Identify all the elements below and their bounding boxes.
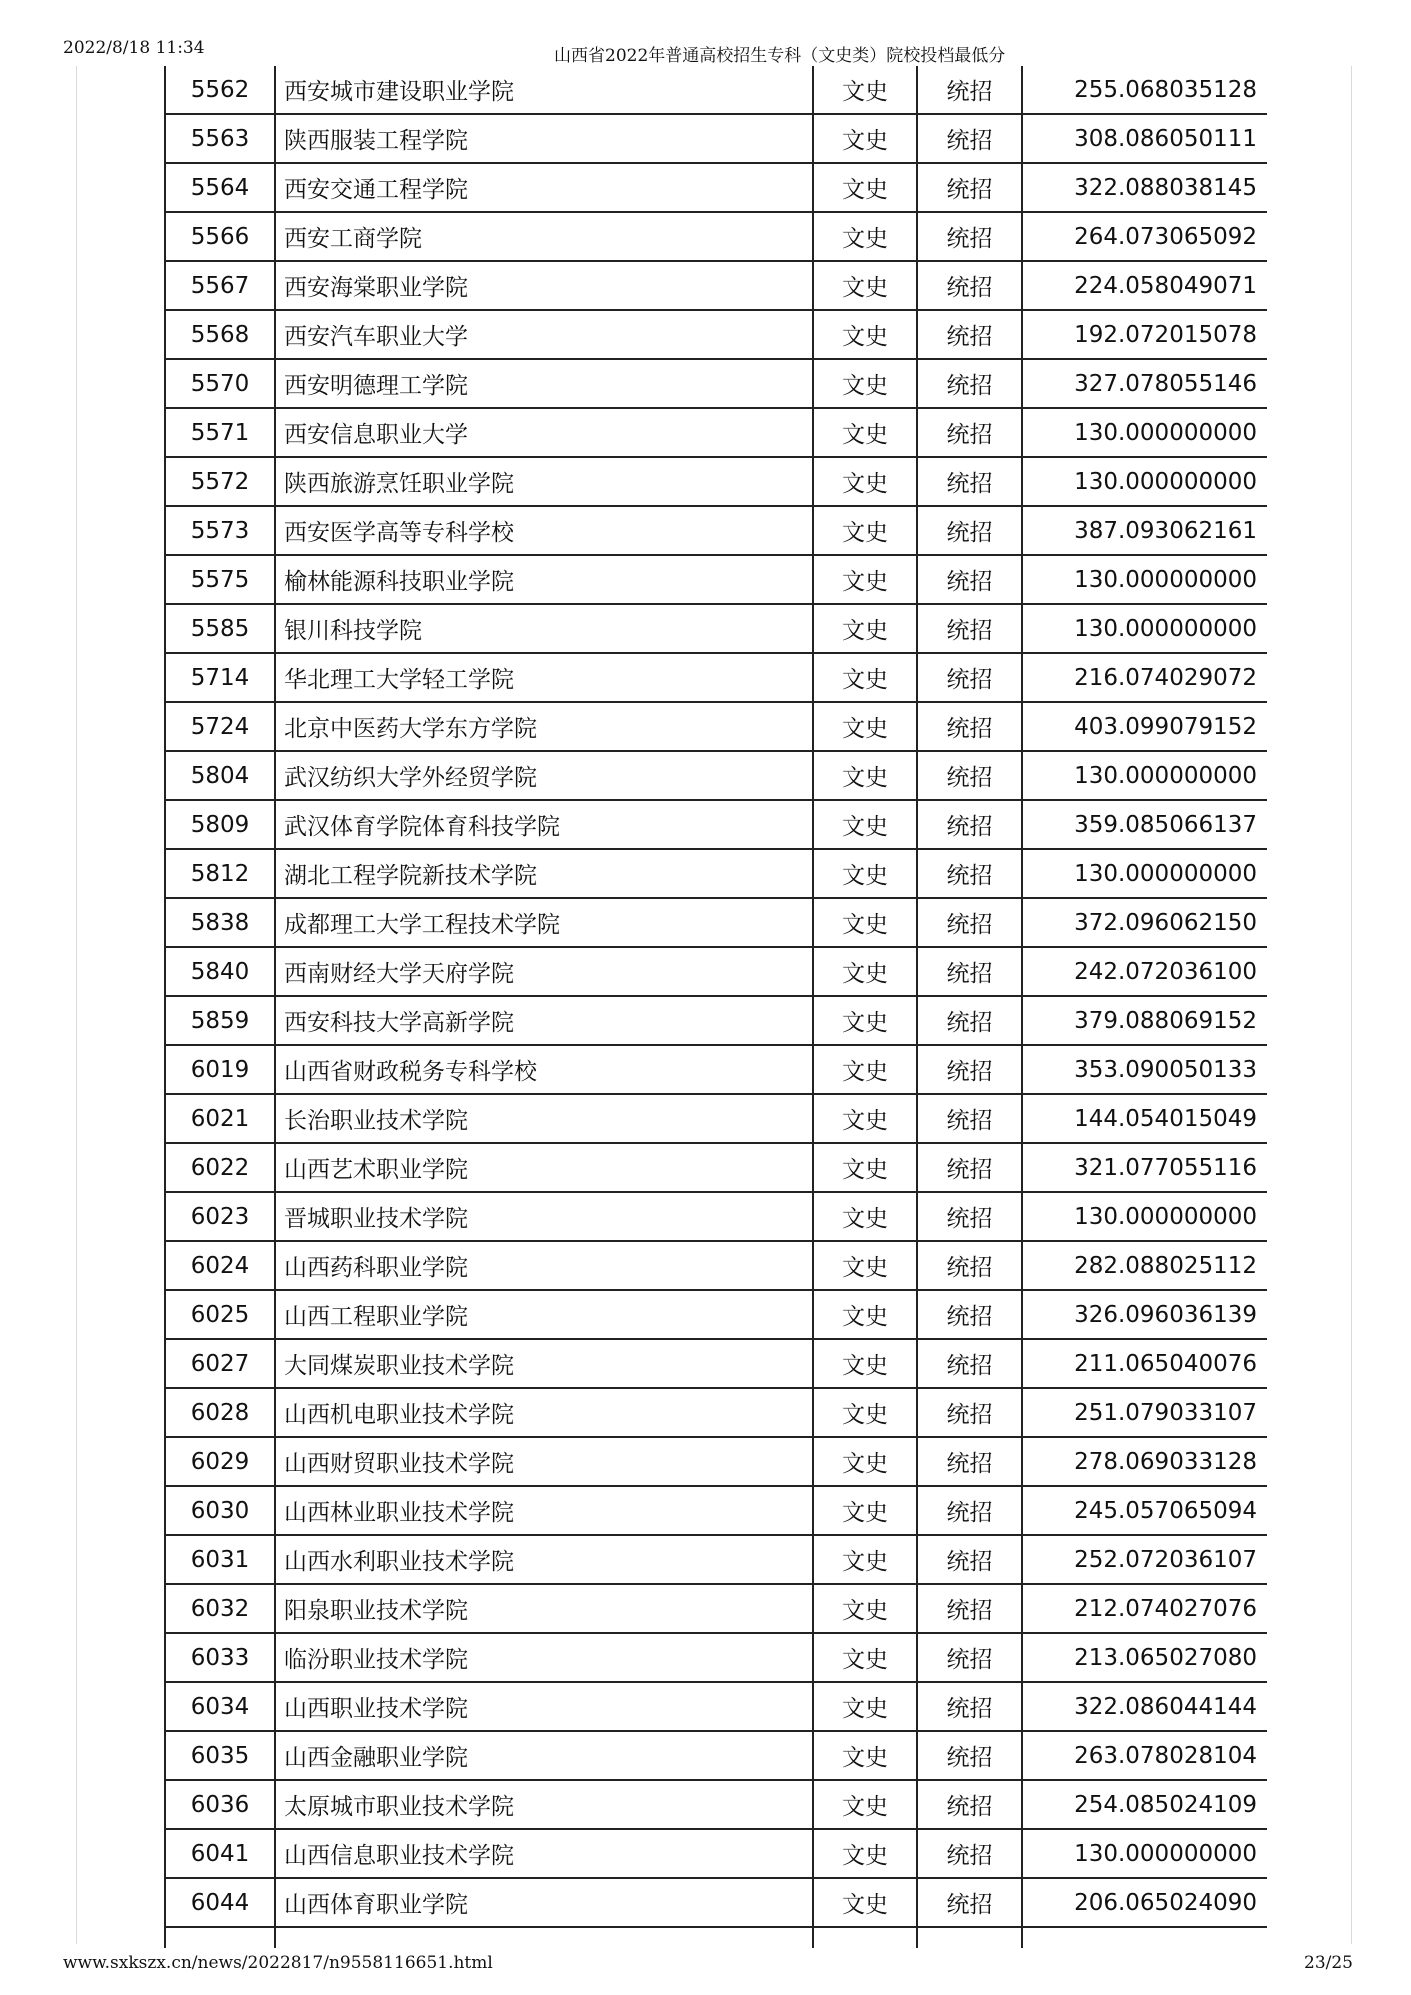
table-row (165, 1290, 1267, 1339)
min-score-cell: 255.068035128 (1022, 66, 1267, 114)
school-code-cell: 6032 (165, 1584, 275, 1633)
school-name-cell: 西安城市建设职业学院 (275, 66, 813, 114)
min-score-cell: 387.093062161 (1022, 506, 1267, 555)
school-code-cell: 6041 (165, 1829, 275, 1878)
school-code-cell: 6044 (165, 1878, 275, 1927)
admission-type-cell: 统招 (917, 1682, 1022, 1731)
min-score-cell: 211.065040076 (1022, 1339, 1267, 1388)
table-row (165, 506, 1267, 555)
category-cell: 文史 (813, 604, 917, 653)
min-score-cell: 322.088038145 (1022, 163, 1267, 212)
table-row (165, 1339, 1267, 1388)
table-row (165, 555, 1267, 604)
category-cell: 文史 (813, 1192, 917, 1241)
table-row (165, 66, 1267, 114)
admission-type-cell: 统招 (917, 457, 1022, 506)
table-row (165, 310, 1267, 359)
admission-type-cell: 统招 (917, 1094, 1022, 1143)
admission-type-cell: 统招 (917, 1486, 1022, 1535)
source-url: www.sxkszx.cn/news/2022817/n9558116651.html (63, 1953, 493, 1973)
min-score-cell: 144.054015049 (1022, 1094, 1267, 1143)
school-name-cell: 阳泉职业技术学院 (275, 1584, 813, 1633)
table-row (165, 1682, 1267, 1731)
score-table-body (165, 66, 1267, 1948)
school-code-cell: 5804 (165, 751, 275, 800)
school-code-cell: 5567 (165, 261, 275, 310)
category-cell: 文史 (813, 1094, 917, 1143)
empty-cell (813, 1927, 917, 1948)
school-name-cell: 陕西服装工程学院 (275, 114, 813, 163)
school-code-cell: 6021 (165, 1094, 275, 1143)
min-score-cell: 252.072036107 (1022, 1535, 1267, 1584)
school-name-cell: 太原城市职业技术学院 (275, 1780, 813, 1829)
school-code-cell: 6028 (165, 1388, 275, 1437)
table-row (165, 1829, 1267, 1878)
school-code-cell: 5572 (165, 457, 275, 506)
school-name-cell: 山西金融职业学院 (275, 1731, 813, 1780)
school-name-cell: 晋城职业技术学院 (275, 1192, 813, 1241)
min-score-cell: 282.088025112 (1022, 1241, 1267, 1290)
school-code-cell: 6030 (165, 1486, 275, 1535)
school-name-cell: 西安交通工程学院 (275, 163, 813, 212)
empty-cell (165, 1927, 275, 1948)
admission-type-cell: 统招 (917, 1584, 1022, 1633)
admission-type-cell: 统招 (917, 1388, 1022, 1437)
school-name-cell: 山西省财政税务专科学校 (275, 1045, 813, 1094)
school-code-cell: 6034 (165, 1682, 275, 1731)
category-cell: 文史 (813, 1682, 917, 1731)
admission-type-cell: 统招 (917, 751, 1022, 800)
admission-type-cell: 统招 (917, 1535, 1022, 1584)
admission-type-cell: 统招 (917, 1437, 1022, 1486)
category-cell: 文史 (813, 114, 917, 163)
admission-type-cell: 统招 (917, 1192, 1022, 1241)
school-code-cell: 5575 (165, 555, 275, 604)
category-cell: 文史 (813, 1241, 917, 1290)
min-score-cell: 308.086050111 (1022, 114, 1267, 163)
empty-cell (917, 1927, 1022, 1948)
school-name-cell: 西安科技大学高新学院 (275, 996, 813, 1045)
school-name-cell: 西安医学高等专科学校 (275, 506, 813, 555)
school-code-cell: 5714 (165, 653, 275, 702)
category-cell: 文史 (813, 66, 917, 114)
school-code-cell: 6036 (165, 1780, 275, 1829)
empty-cell (1022, 1927, 1267, 1948)
category-cell: 文史 (813, 1437, 917, 1486)
school-code-cell: 5809 (165, 800, 275, 849)
school-code-cell: 6027 (165, 1339, 275, 1388)
category-cell: 文史 (813, 408, 917, 457)
table-row (165, 1633, 1267, 1682)
table-row (165, 1780, 1267, 1829)
school-name-cell: 山西信息职业技术学院 (275, 1829, 813, 1878)
category-cell: 文史 (813, 702, 917, 751)
school-name-cell: 山西机电职业技术学院 (275, 1388, 813, 1437)
category-cell: 文史 (813, 1045, 917, 1094)
admission-type-cell: 统招 (917, 1290, 1022, 1339)
admission-type-cell: 统招 (917, 1780, 1022, 1829)
table-row-empty (165, 1927, 1267, 1948)
category-cell: 文史 (813, 359, 917, 408)
school-name-cell: 临汾职业技术学院 (275, 1633, 813, 1682)
min-score-cell: 206.065024090 (1022, 1878, 1267, 1927)
min-score-cell: 278.069033128 (1022, 1437, 1267, 1486)
admission-type-cell: 统招 (917, 604, 1022, 653)
table-row (165, 114, 1267, 163)
admission-type-cell: 统招 (917, 506, 1022, 555)
min-score-cell: 245.057065094 (1022, 1486, 1267, 1535)
min-score-cell: 130.000000000 (1022, 1829, 1267, 1878)
school-code-cell: 5840 (165, 947, 275, 996)
admission-type-cell: 统招 (917, 408, 1022, 457)
admission-type-cell: 统招 (917, 1045, 1022, 1094)
school-code-cell: 6035 (165, 1731, 275, 1780)
school-code-cell: 5570 (165, 359, 275, 408)
table-row (165, 1878, 1267, 1927)
min-score-cell: 130.000000000 (1022, 604, 1267, 653)
min-score-cell: 130.000000000 (1022, 751, 1267, 800)
min-score-cell: 327.078055146 (1022, 359, 1267, 408)
category-cell: 文史 (813, 1143, 917, 1192)
school-code-cell: 6025 (165, 1290, 275, 1339)
category-cell: 文史 (813, 1829, 917, 1878)
school-code-cell: 6033 (165, 1633, 275, 1682)
school-name-cell: 山西财贸职业技术学院 (275, 1437, 813, 1486)
admission-type-cell: 统招 (917, 555, 1022, 604)
admission-type-cell: 统招 (917, 1143, 1022, 1192)
school-name-cell: 西南财经大学天府学院 (275, 947, 813, 996)
min-score-cell: 212.074027076 (1022, 1584, 1267, 1633)
min-score-cell: 192.072015078 (1022, 310, 1267, 359)
table-row (165, 1241, 1267, 1290)
school-name-cell: 北京中医药大学东方学院 (275, 702, 813, 751)
school-code-cell: 5573 (165, 506, 275, 555)
school-name-cell: 武汉体育学院体育科技学院 (275, 800, 813, 849)
admission-type-cell: 统招 (917, 898, 1022, 947)
admission-type-cell: 统招 (917, 947, 1022, 996)
admission-type-cell: 统招 (917, 800, 1022, 849)
table-row (165, 653, 1267, 702)
category-cell: 文史 (813, 506, 917, 555)
school-code-cell: 6023 (165, 1192, 275, 1241)
min-score-cell: 242.072036100 (1022, 947, 1267, 996)
admission-type-cell: 统招 (917, 66, 1022, 114)
admission-type-cell: 统招 (917, 1241, 1022, 1290)
min-score-cell: 326.096036139 (1022, 1290, 1267, 1339)
min-score-cell: 213.065027080 (1022, 1633, 1267, 1682)
school-code-cell: 5566 (165, 212, 275, 261)
admission-type-cell: 统招 (917, 1829, 1022, 1878)
category-cell: 文史 (813, 1290, 917, 1339)
table-row (165, 604, 1267, 653)
school-name-cell: 山西药科职业学院 (275, 1241, 813, 1290)
admission-type-cell: 统招 (917, 261, 1022, 310)
category-cell: 文史 (813, 751, 917, 800)
table-row (165, 751, 1267, 800)
category-cell: 文史 (813, 555, 917, 604)
category-cell: 文史 (813, 457, 917, 506)
min-score-cell: 130.000000000 (1022, 555, 1267, 604)
category-cell: 文史 (813, 1780, 917, 1829)
school-code-cell: 5585 (165, 604, 275, 653)
min-score-cell: 216.074029072 (1022, 653, 1267, 702)
table-row (165, 996, 1267, 1045)
page-right-edge (1351, 66, 1352, 1944)
school-code-cell: 6031 (165, 1535, 275, 1584)
min-score-cell: 224.058049071 (1022, 261, 1267, 310)
table-row (165, 1143, 1267, 1192)
table-row (165, 702, 1267, 751)
table-row (165, 1045, 1267, 1094)
category-cell: 文史 (813, 1584, 917, 1633)
admission-type-cell: 统招 (917, 114, 1022, 163)
table-row (165, 212, 1267, 261)
min-score-cell: 254.085024109 (1022, 1780, 1267, 1829)
table-row (165, 163, 1267, 212)
admission-type-cell: 统招 (917, 163, 1022, 212)
school-name-cell: 山西体育职业学院 (275, 1878, 813, 1927)
min-score-cell: 353.090050133 (1022, 1045, 1267, 1094)
min-score-cell: 263.078028104 (1022, 1731, 1267, 1780)
admission-type-cell: 统招 (917, 359, 1022, 408)
category-cell: 文史 (813, 1731, 917, 1780)
category-cell: 文史 (813, 996, 917, 1045)
school-code-cell: 5571 (165, 408, 275, 457)
admission-type-cell: 统招 (917, 212, 1022, 261)
min-score-cell: 379.088069152 (1022, 996, 1267, 1045)
school-code-cell: 6029 (165, 1437, 275, 1486)
school-name-cell: 华北理工大学轻工学院 (275, 653, 813, 702)
school-code-cell: 5838 (165, 898, 275, 947)
table-row (165, 359, 1267, 408)
school-code-cell: 5564 (165, 163, 275, 212)
table-row (165, 1094, 1267, 1143)
min-score-cell: 403.099079152 (1022, 702, 1267, 751)
empty-cell (275, 1927, 813, 1948)
admission-type-cell: 统招 (917, 849, 1022, 898)
category-cell: 文史 (813, 163, 917, 212)
school-name-cell: 山西工程职业学院 (275, 1290, 813, 1339)
category-cell: 文史 (813, 261, 917, 310)
min-score-cell: 322.086044144 (1022, 1682, 1267, 1731)
school-name-cell: 西安海棠职业学院 (275, 261, 813, 310)
category-cell: 文史 (813, 947, 917, 996)
school-name-cell: 武汉纺织大学外经贸学院 (275, 751, 813, 800)
school-code-cell: 5568 (165, 310, 275, 359)
school-name-cell: 西安信息职业大学 (275, 408, 813, 457)
admission-type-cell: 统招 (917, 1878, 1022, 1927)
page-title: 山西省2022年普通高校招生专科（文史类）院校投档最低分 (554, 46, 1006, 66)
table-row (165, 800, 1267, 849)
school-name-cell: 大同煤炭职业技术学院 (275, 1339, 813, 1388)
school-name-cell: 成都理工大学工程技术学院 (275, 898, 813, 947)
school-code-cell: 5562 (165, 66, 275, 114)
category-cell: 文史 (813, 1388, 917, 1437)
school-code-cell: 5724 (165, 702, 275, 751)
school-code-cell: 6022 (165, 1143, 275, 1192)
school-name-cell: 山西职业技术学院 (275, 1682, 813, 1731)
admission-type-cell: 统招 (917, 1339, 1022, 1388)
min-score-cell: 130.000000000 (1022, 849, 1267, 898)
min-score-cell: 130.000000000 (1022, 408, 1267, 457)
table-row (165, 849, 1267, 898)
admission-type-cell: 统招 (917, 1633, 1022, 1682)
table-row (165, 408, 1267, 457)
table-row (165, 457, 1267, 506)
school-name-cell: 西安工商学院 (275, 212, 813, 261)
category-cell: 文史 (813, 800, 917, 849)
table-row (165, 1584, 1267, 1633)
category-cell: 文史 (813, 212, 917, 261)
page-number: 23/25 (1304, 1953, 1353, 1973)
print-datetime: 2022/8/18 11:34 (63, 38, 205, 58)
table-row (165, 1192, 1267, 1241)
category-cell: 文史 (813, 310, 917, 359)
table-row (165, 1535, 1267, 1584)
category-cell: 文史 (813, 1878, 917, 1927)
table-row (165, 1437, 1267, 1486)
school-code-cell: 6019 (165, 1045, 275, 1094)
table-row (165, 1388, 1267, 1437)
min-score-cell: 359.085066137 (1022, 800, 1267, 849)
min-score-cell: 251.079033107 (1022, 1388, 1267, 1437)
table-row (165, 898, 1267, 947)
table-row (165, 261, 1267, 310)
admission-type-cell: 统招 (917, 702, 1022, 751)
admission-type-cell: 统招 (917, 653, 1022, 702)
min-score-cell: 130.000000000 (1022, 457, 1267, 506)
school-code-cell: 5812 (165, 849, 275, 898)
min-score-cell: 372.096062150 (1022, 898, 1267, 947)
min-score-cell: 321.077055116 (1022, 1143, 1267, 1192)
min-score-cell: 130.000000000 (1022, 1192, 1267, 1241)
category-cell: 文史 (813, 898, 917, 947)
category-cell: 文史 (813, 1486, 917, 1535)
school-code-cell: 5859 (165, 996, 275, 1045)
school-name-cell: 山西水利职业技术学院 (275, 1535, 813, 1584)
category-cell: 文史 (813, 1535, 917, 1584)
table-row (165, 1731, 1267, 1780)
school-name-cell: 山西艺术职业学院 (275, 1143, 813, 1192)
school-code-cell: 5563 (165, 114, 275, 163)
school-name-cell: 陕西旅游烹饪职业学院 (275, 457, 813, 506)
school-name-cell: 银川科技学院 (275, 604, 813, 653)
school-name-cell: 西安汽车职业大学 (275, 310, 813, 359)
school-code-cell: 6024 (165, 1241, 275, 1290)
admission-type-cell: 统招 (917, 310, 1022, 359)
school-name-cell: 长治职业技术学院 (275, 1094, 813, 1143)
min-score-cell: 264.073065092 (1022, 212, 1267, 261)
school-name-cell: 山西林业职业技术学院 (275, 1486, 813, 1535)
category-cell: 文史 (813, 849, 917, 898)
category-cell: 文史 (813, 1633, 917, 1682)
category-cell: 文史 (813, 1339, 917, 1388)
admission-type-cell: 统招 (917, 1731, 1022, 1780)
admission-type-cell: 统招 (917, 996, 1022, 1045)
page-left-edge (76, 66, 77, 1944)
school-name-cell: 西安明德理工学院 (275, 359, 813, 408)
school-name-cell: 湖北工程学院新技术学院 (275, 849, 813, 898)
score-table-container (164, 66, 1267, 1948)
table-row (165, 1486, 1267, 1535)
category-cell: 文史 (813, 653, 917, 702)
score-table (164, 66, 1267, 1948)
table-row (165, 947, 1267, 996)
school-name-cell: 榆林能源科技职业学院 (275, 555, 813, 604)
